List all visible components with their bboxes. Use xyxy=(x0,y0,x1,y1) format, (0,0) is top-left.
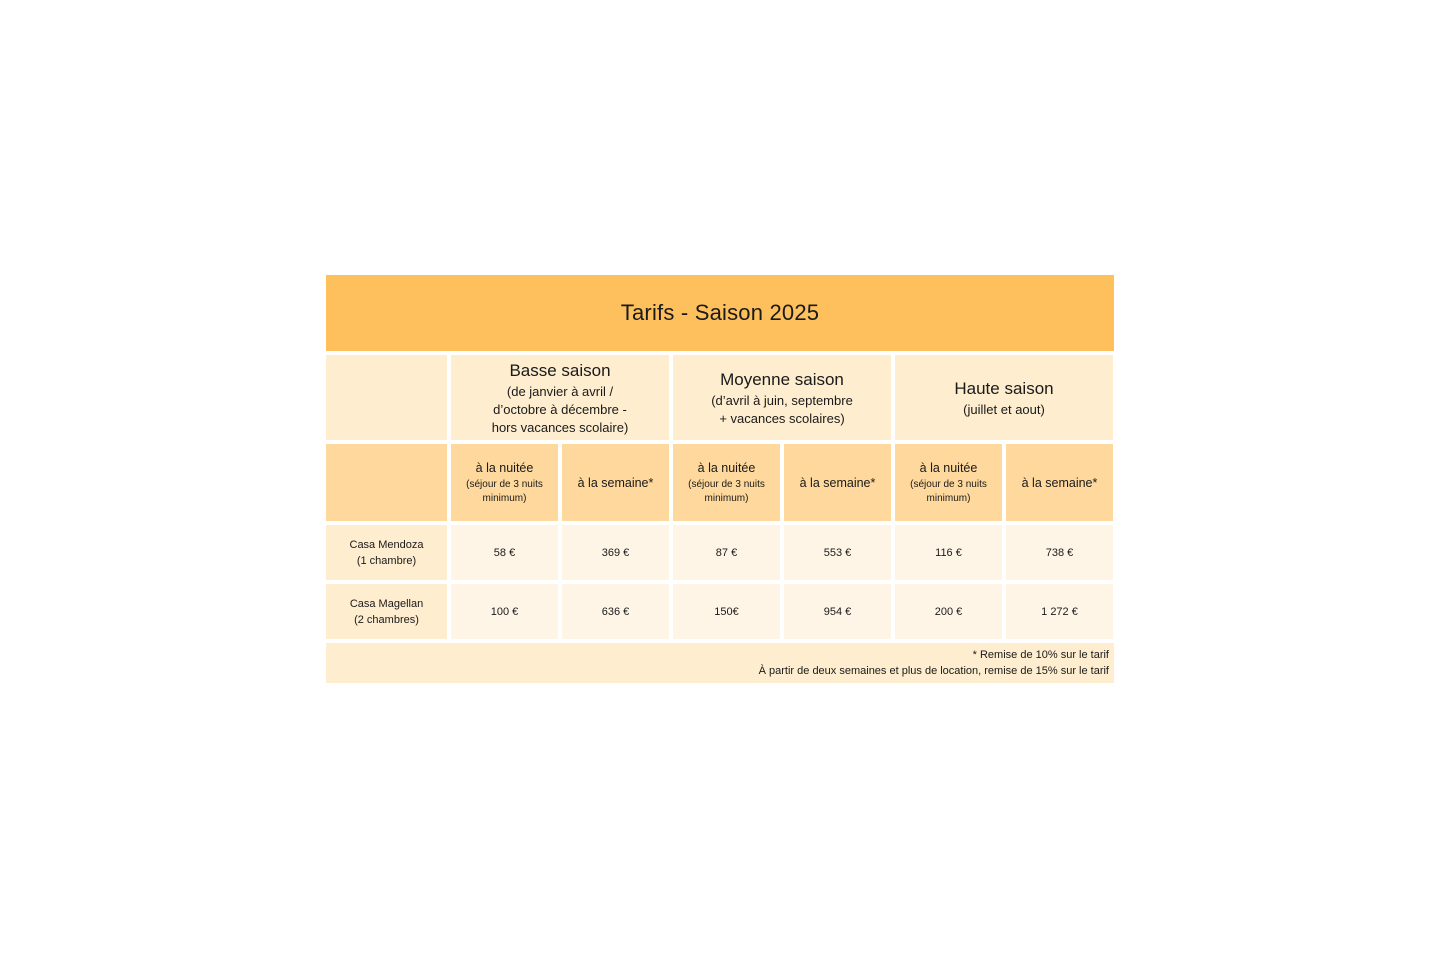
season-name: Moyenne saison xyxy=(720,369,844,389)
corner-cell-sub xyxy=(326,444,447,521)
price-cell: 369 € xyxy=(562,525,669,580)
price-cell: 1 272 € xyxy=(1006,584,1113,639)
row-label-mendoza xyxy=(326,525,447,580)
season-desc-line: d’octobre à décembre - xyxy=(493,401,627,417)
price-cell: 58 € xyxy=(451,525,558,580)
table-title: Tarifs - Saison 2025 xyxy=(326,275,1114,351)
night-note-line: minimum) xyxy=(704,492,749,504)
pricing-table xyxy=(326,275,1114,683)
night-note xyxy=(466,478,543,506)
week-label: à la semaine* xyxy=(799,475,876,490)
season-desc-line: + vacances scolaires) xyxy=(719,410,845,426)
price-cell: 116 € xyxy=(895,525,1002,580)
row-label-line: (1 chambre) xyxy=(356,554,417,567)
night-note xyxy=(910,478,987,506)
row-label-line: Casa Magellan xyxy=(349,597,424,610)
night-label: à la nuitée xyxy=(475,460,534,475)
season-desc-line: (d’avril à juin, septembre xyxy=(711,392,853,408)
night-note-line: (séjour de 3 nuits xyxy=(688,478,765,490)
row-label-line: (2 chambres) xyxy=(354,613,419,626)
price-cell: 553 € xyxy=(784,525,891,580)
season-header-low xyxy=(451,355,669,440)
week-label: à la semaine* xyxy=(1021,475,1098,490)
night-note-line: (séjour de 3 nuits xyxy=(910,478,987,490)
subheader-week xyxy=(562,444,669,521)
price-cell: 738 € xyxy=(1006,525,1113,580)
footnote-block xyxy=(326,643,1114,683)
price-cell: 100 € xyxy=(451,584,558,639)
price-cell: 200 € xyxy=(895,584,1002,639)
night-label: à la nuitée xyxy=(919,460,978,475)
pricing-grid xyxy=(326,355,1114,639)
footnote-line: * Remise de 10% sur le tarif xyxy=(972,649,1109,661)
subheader-night xyxy=(451,444,558,521)
season-header-high xyxy=(895,355,1113,440)
subheader-night xyxy=(673,444,780,521)
price-cell: 150€ xyxy=(673,584,780,639)
week-label: à la semaine* xyxy=(577,475,654,490)
subheader-night xyxy=(895,444,1002,521)
price-cell: 954 € xyxy=(784,584,891,639)
night-note-line: minimum) xyxy=(926,492,971,504)
night-note xyxy=(688,478,765,506)
season-name: Haute saison xyxy=(954,378,1054,398)
subheader-week xyxy=(784,444,891,521)
price-cell: 87 € xyxy=(673,525,780,580)
season-name: Basse saison xyxy=(509,360,611,380)
footnote-line: À partir de deux semaines et plus de location, remise de 15% sur le tarif xyxy=(758,665,1109,677)
season-desc-line: hors vacances scolaire) xyxy=(491,419,629,435)
subheader-week xyxy=(1006,444,1113,521)
row-label-magellan xyxy=(326,584,447,639)
night-note-line: minimum) xyxy=(482,492,527,504)
season-desc-line: (juillet et aout) xyxy=(963,401,1045,417)
night-note-line: (séjour de 3 nuits xyxy=(466,478,543,490)
season-desc-line: (de janvier à avril / xyxy=(506,383,614,399)
season-header-mid xyxy=(673,355,891,440)
price-cell: 636 € xyxy=(562,584,669,639)
corner-cell-top xyxy=(326,355,447,440)
night-label: à la nuitée xyxy=(697,460,756,475)
row-label-line: Casa Mendoza xyxy=(349,538,424,551)
